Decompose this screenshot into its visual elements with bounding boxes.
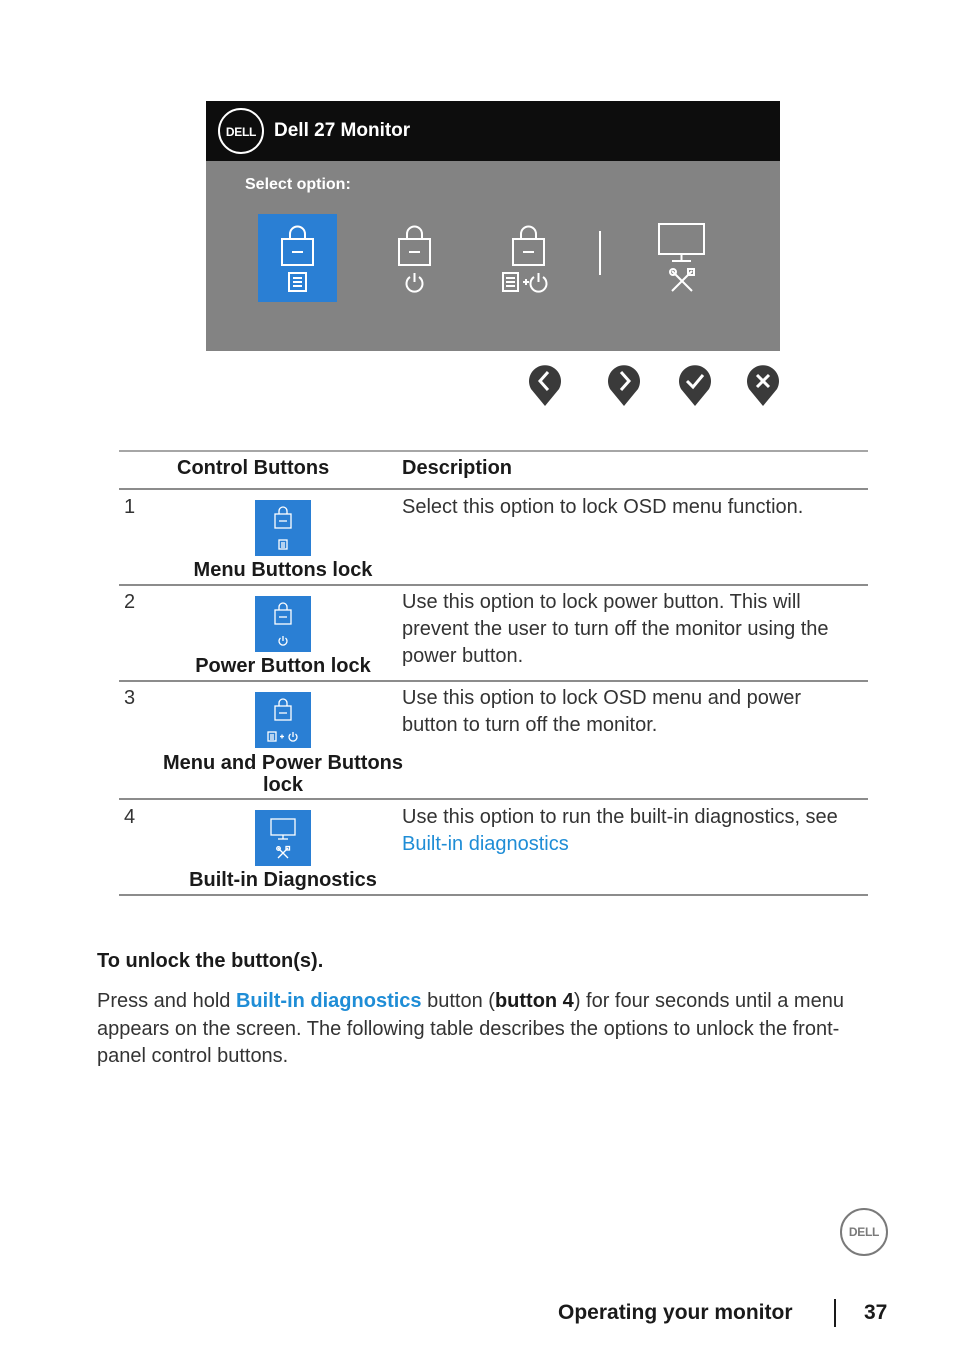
osd-option-menu-power-lock[interactable] — [489, 214, 568, 302]
row-description-text: Use this option to run the built-in diagnostics, see — [402, 806, 838, 828]
built-in-diagnostics-link[interactable]: Built-in diagnostics — [235, 990, 422, 1012]
unlock-text: ) for four seconds until a menu appears on the screen. The following table describes the options to unlock the front-panel control buttons. — [97, 990, 844, 1067]
row-number: 4 — [124, 806, 136, 828]
header-rule — [119, 488, 868, 490]
unlock-paragraph — [97, 988, 867, 1071]
row-number: 3 — [124, 687, 136, 709]
menu-power-lock-icon — [489, 214, 568, 302]
check-icon[interactable] — [678, 365, 712, 407]
unlock-heading: To unlock the button(s). — [97, 950, 324, 972]
left-arrow-icon[interactable] — [528, 365, 562, 407]
menu-lock-icon — [255, 500, 311, 556]
osd-option-diagnostics[interactable] — [642, 214, 721, 302]
unlock-text: button ( — [421, 990, 495, 1012]
dell-logo-text: DELL — [225, 125, 257, 139]
osd-menu — [206, 101, 780, 351]
footer-section-title: Operating your monitor — [558, 1301, 793, 1324]
table-top-rule — [119, 450, 868, 452]
built-in-diagnostics-link[interactable]: Built-in diagnostics — [402, 833, 569, 855]
osd-option-power-lock[interactable] — [375, 214, 454, 302]
menu-lock-icon — [258, 214, 337, 302]
header-description: Description — [402, 457, 513, 479]
menu-power-lock-icon — [255, 692, 311, 748]
osd-title: Dell 27 Monitor — [274, 120, 411, 141]
footer-separator — [834, 1299, 836, 1327]
row-label: Menu Buttons lock — [193, 559, 373, 581]
unlock-text: Press and hold — [97, 990, 236, 1012]
row-label: Built-in Diagnostics — [189, 869, 377, 891]
osd-header — [206, 101, 780, 161]
diagnostics-icon — [642, 214, 721, 302]
row-description — [402, 804, 852, 858]
row-description: Select this option to lock OSD menu function. — [402, 496, 804, 518]
row-label: Power Button lock — [195, 655, 371, 677]
dell-footer-logo-text: DELL — [848, 1225, 880, 1239]
osd-select-label: Select option: — [245, 176, 351, 193]
row-number: 1 — [124, 496, 136, 518]
row-rule — [119, 680, 868, 682]
right-arrow-icon[interactable] — [607, 365, 641, 407]
osd-divider — [599, 231, 601, 275]
row-rule — [119, 584, 868, 586]
button-4-bold: button 4 — [494, 990, 574, 1012]
row-rule — [119, 798, 868, 800]
dell-logo — [218, 108, 264, 154]
close-icon[interactable] — [746, 365, 780, 407]
header-control-buttons: Control Buttons — [177, 457, 330, 479]
osd-option-menu-lock[interactable] — [258, 214, 337, 302]
row-description: Use this option to lock OSD menu and power button to turn off the monitor. — [402, 687, 802, 736]
row-label: Menu and Power Buttons lock — [163, 752, 403, 796]
power-lock-icon — [375, 214, 454, 302]
row-number: 2 — [124, 591, 136, 613]
page-number: 37 — [864, 1301, 888, 1324]
table-bottom-rule — [119, 894, 868, 896]
power-lock-icon — [255, 596, 311, 652]
row-description: Use this option to lock power button. This will prevent the user to turn off the monitor using the power button. — [402, 591, 829, 667]
dell-footer-logo — [840, 1208, 888, 1256]
diagnostics-icon — [255, 810, 311, 866]
